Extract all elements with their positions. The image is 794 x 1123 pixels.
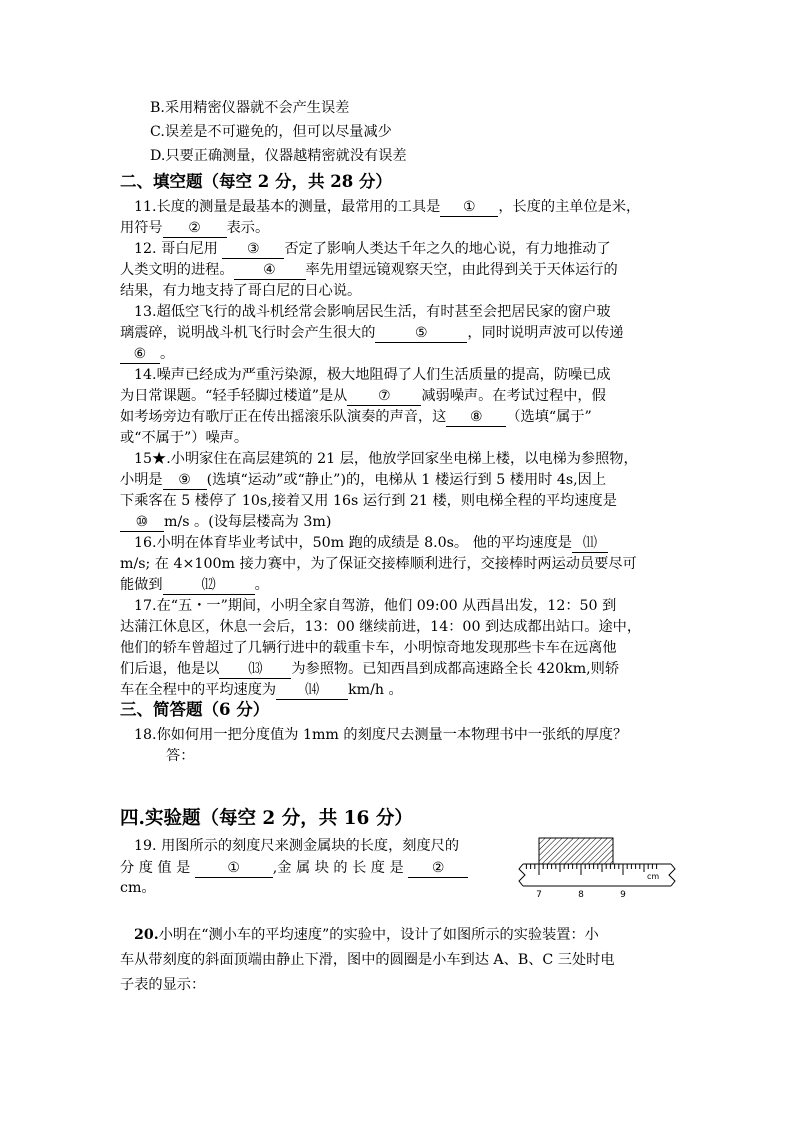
q20-line-1: 20.小明在“测小车的平均速度”的实验中，设计了如图所示的实验装置：小 [134,927,599,943]
q19-line-3: cm。 [120,880,156,896]
q19-blank-2[interactable]: ② [408,860,468,878]
ruler-label-8: 8 [578,890,584,900]
q16-line-3: 能做到 ⑿ 。 [120,577,269,593]
section-2-title: 二、填空题（每空 2 分，共 28 分） [120,172,392,191]
q16-line-2: m/s; 在 4×100m 接力赛中，为了保证交接棒顺利进行，交接棒时两运动员要尽可 [120,556,637,572]
q18-answer-label: 答： [166,748,195,764]
q17-line-3: 他们的轿车曾超过了几辆行进中的载重卡车，小明惊奇地发现那些卡车在远离他 [120,640,617,656]
q13-blank-1[interactable]: ⑤ [375,325,467,343]
ruler-label-9: 9 [620,890,626,900]
q20-line-2: 车从带刻度的斜面顶端由静止下滑，图中的圆圈是小车到达 A、B、C 三处时电 [120,952,615,968]
ruler-ticks [526,864,656,875]
q11-line-1: 11.长度的测量是最基本的测量，最常用的工具是 ① ，长度的主单位是米， [134,199,641,215]
q15-line-2: 小明是 ⑨ (选填“运动”或“静止”)的，电梯从 1 楼运行到 5 楼用时 4s,因上 [120,472,607,488]
q11-line-2: 用符号 ② 表示。 [120,220,270,236]
q17-blank-2[interactable]: ⒁ [276,682,348,700]
q16-blank-2[interactable]: ⑿ [163,577,255,595]
q13-line-3: ⑥ 。 [120,344,174,364]
q15-blank-2[interactable]: ⑩ [120,514,164,532]
section-3-title: 三、简答题（6 分） [120,700,270,719]
q18-line-1: 18.你如何用一把分度值为 1mm 的刻度尺去测量一本物理书中一张纸的厚度？ [134,727,628,743]
metal-block [539,838,613,864]
ruler-figure [515,834,685,900]
q13-line-1: 13.超低空飞行的战斗机经常会影响居民生活，有时甚至会把居民家的窗户玻 [134,304,611,320]
q13-blank-2[interactable]: ⑥ [120,346,160,364]
q17-line-4: 们后退，他是以 ⒀ 为参照物。已知西昌到成都高速路全长 420km,则轿 [120,661,620,677]
q12-line-2: 人类文明的进程。 ④ 率先用望远镜观察天空，由此得到关于天体运行的 [120,262,618,278]
q11-blank-1[interactable]: ① [440,199,498,217]
q15-line-3: 下乘客在 5 楼停了 10s,接着又用 16s 运行到 21 楼，则电梯全程的平均速度是 [120,493,617,509]
q14-line-4: 或“不属于”）噪声。 [120,430,249,446]
q20-line-3: 子表的显示： [120,977,206,993]
q14-line-3: 如考场旁边有歌厅正在传出摇滚乐队演奏的声音，这 ⑧ （选填“属于” [120,409,592,425]
section-4-title: 四.实验题（每空 2 分，共 16 分） [120,808,413,829]
q12-line-3: 结果，有力地支持了哥白尼的日心说。 [120,283,362,299]
q16-line-1: 16.小明在体育毕业考试中，50m 跑的成绩是 8.0s。 他的平均速度是 ⑾ [134,533,608,553]
ruler-unit: cm [647,872,660,881]
q17-line-5: 车在全程中的平均速度为 ⒁ km/h 。 [120,682,403,698]
q14-line-2: 为日常课题。“轻手轻脚过楼道”是从 ⑦ 减弱噪声。在考试过程中，假 [120,388,606,404]
q10-option-c: C.误差是不可避免的，但可以尽量减少 [150,124,392,140]
q14-blank-1[interactable]: ⑦ [347,388,421,406]
q14-blank-2[interactable]: ⑧ [446,409,506,427]
q11-blank-2[interactable]: ② [163,220,227,238]
q19-line-1: 19. 用图所示的刻度尺来测金属块的长度，刻度尺的 [134,838,460,854]
q13-line-2: 璃震碎，说明战斗机飞行时会产生很大的 ⑤ ，同时说明声波可以传递 [120,325,624,341]
q17-blank-1[interactable]: ⒀ [219,661,291,679]
q15-blank-1[interactable]: ⑨ [163,472,207,490]
q19-line-2: 分 度 值 是 ① ,金 属 块 的 长 度 是 ② [120,858,468,878]
q12-blank-2[interactable]: ④ [234,262,306,280]
q15-line-4: ⑩ m/s 。(设每层楼高为 3m) [120,512,331,532]
q17-line-1: 17.在“五・一”期间，小明全家自驾游，他们 09:00 从西昌出发，12：50 到 [134,598,617,614]
ruler-break-right [669,864,675,886]
q10-option-d: D.只要正确测量，仪器越精密就没有误差 [150,148,407,164]
q16-blank-1[interactable]: ⑾ [572,535,608,553]
q14-line-1: 14.噪声已经成为严重污染源，极大地阻碍了人们生活质量的提高，防噪已成 [134,367,611,383]
q15-line-1: 15★.小明家住在高层建筑的 21 层，他放学回家坐电梯上楼，以电梯为参照物， [134,451,638,467]
q12-line-1: 12. 哥白尼用 ③ 否定了影响人类达千年之久的地心说，有力地推动了 [134,241,611,257]
ruler-label-7: 7 [536,890,542,900]
q17-line-2: 达蒲江休息区，休息一会后，13：00 继续前进，14：00 到达成都出站口。途中， [120,619,642,635]
q12-blank-1[interactable]: ③ [222,241,284,259]
q19-blank-1[interactable]: ① [195,860,273,878]
q10-option-b: B.采用精密仪器就不会产生误差 [150,100,350,116]
ruler-break-left [519,864,525,886]
